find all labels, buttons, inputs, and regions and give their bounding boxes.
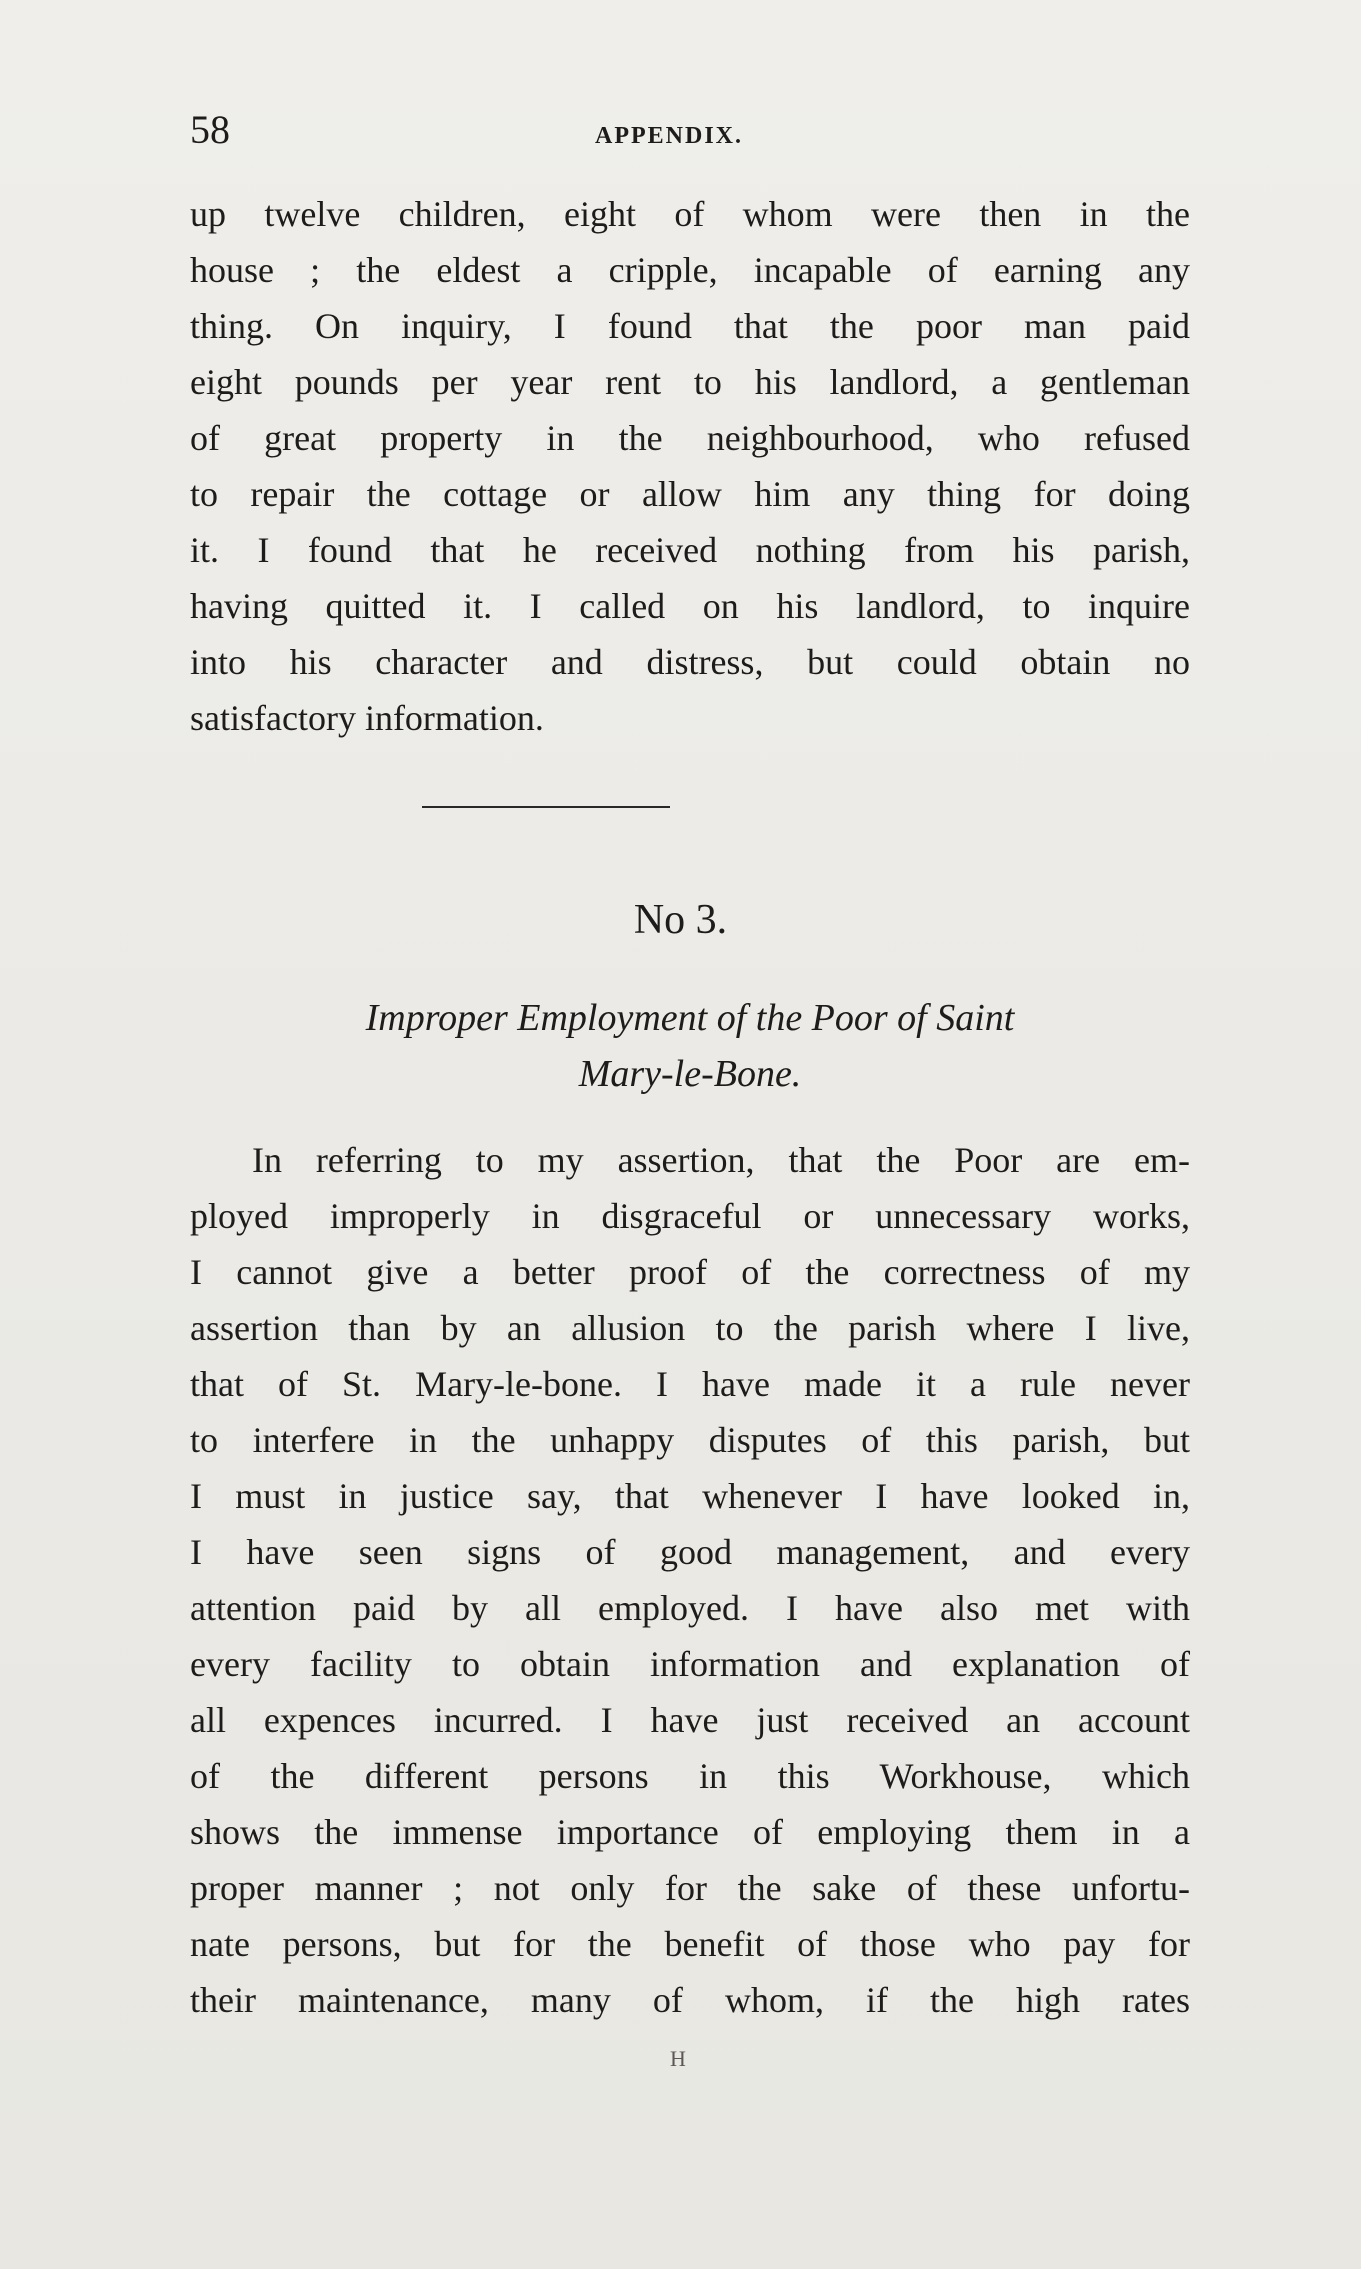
text-line: nate persons, but for the benefit of those who pay for [190,1924,1190,1964]
text-line: all expences incurred. I have just received an account [190,1700,1190,1740]
text-line: ployed improperly in disgraceful or unnecessary works, [190,1196,1190,1236]
text-line: up twelve children, eight of whom were then in the [190,194,1190,234]
text-line: their maintenance, many of whom, if the high rates [190,1980,1190,2020]
running-head: APPENDIX. [595,123,743,149]
text-line: assertion than by an allusion to the parish where I live, [190,1308,1190,1348]
text-line: having quitted it. I called on his landlord, to inquire [190,586,1190,626]
text-line: proper manner ; not only for the sake of these unfortu- [190,1868,1190,1908]
section-number: No 3. [633,897,728,943]
signature-mark: H [670,2046,686,2071]
text-line: of the different persons in this Workhouse, which [190,1756,1190,1796]
text-line: thing. On inquiry, I found that the poor man paid [190,306,1190,346]
text-line: satisfactory information. [190,698,544,738]
text-line: to interfere in the unhappy disputes of this parish, but [190,1420,1190,1460]
text-line: I have seen signs of good management, and every [190,1532,1190,1572]
text-line: shows the immense importance of employing them in a [190,1812,1190,1852]
text-line: it. I found that he received nothing from his parish, [190,530,1190,570]
text-line: into his character and distress, but could obtain no [190,642,1190,682]
text-line: In referring to my assertion, that the Poor are em- [252,1140,1190,1180]
section-divider [422,806,670,808]
text-line: house ; the eldest a cripple, incapable of earning any [190,250,1190,290]
text-line: attention paid by all employed. I have also met with [190,1588,1190,1628]
text-line: I must in justice say, that whenever I have looked in, [190,1476,1190,1516]
section-title-line-2: Mary-le-Bone. [578,1053,802,1095]
section-title [190,990,1190,1102]
text-line: I cannot give a better proof of the correctness of my [190,1252,1190,1292]
text-line: of great property in the neighbourhood, who refused [190,418,1190,458]
page-header [190,100,1190,160]
text-line: to repair the cottage or allow him any thing for doing [190,474,1190,514]
text-line: every facility to obtain information and explanation of [190,1644,1190,1684]
text-line: eight pounds per year rent to his landlord, a gentleman [190,362,1190,402]
page-number: 58 [190,107,230,152]
section-title-line-1: Improper Employment of the Poor of Saint [365,997,1015,1039]
paragraph-1 [190,186,1190,746]
paragraph-2 [190,1132,1190,2028]
text-line: that of St. Mary-le-bone. I have made it a rule never [190,1364,1190,1404]
